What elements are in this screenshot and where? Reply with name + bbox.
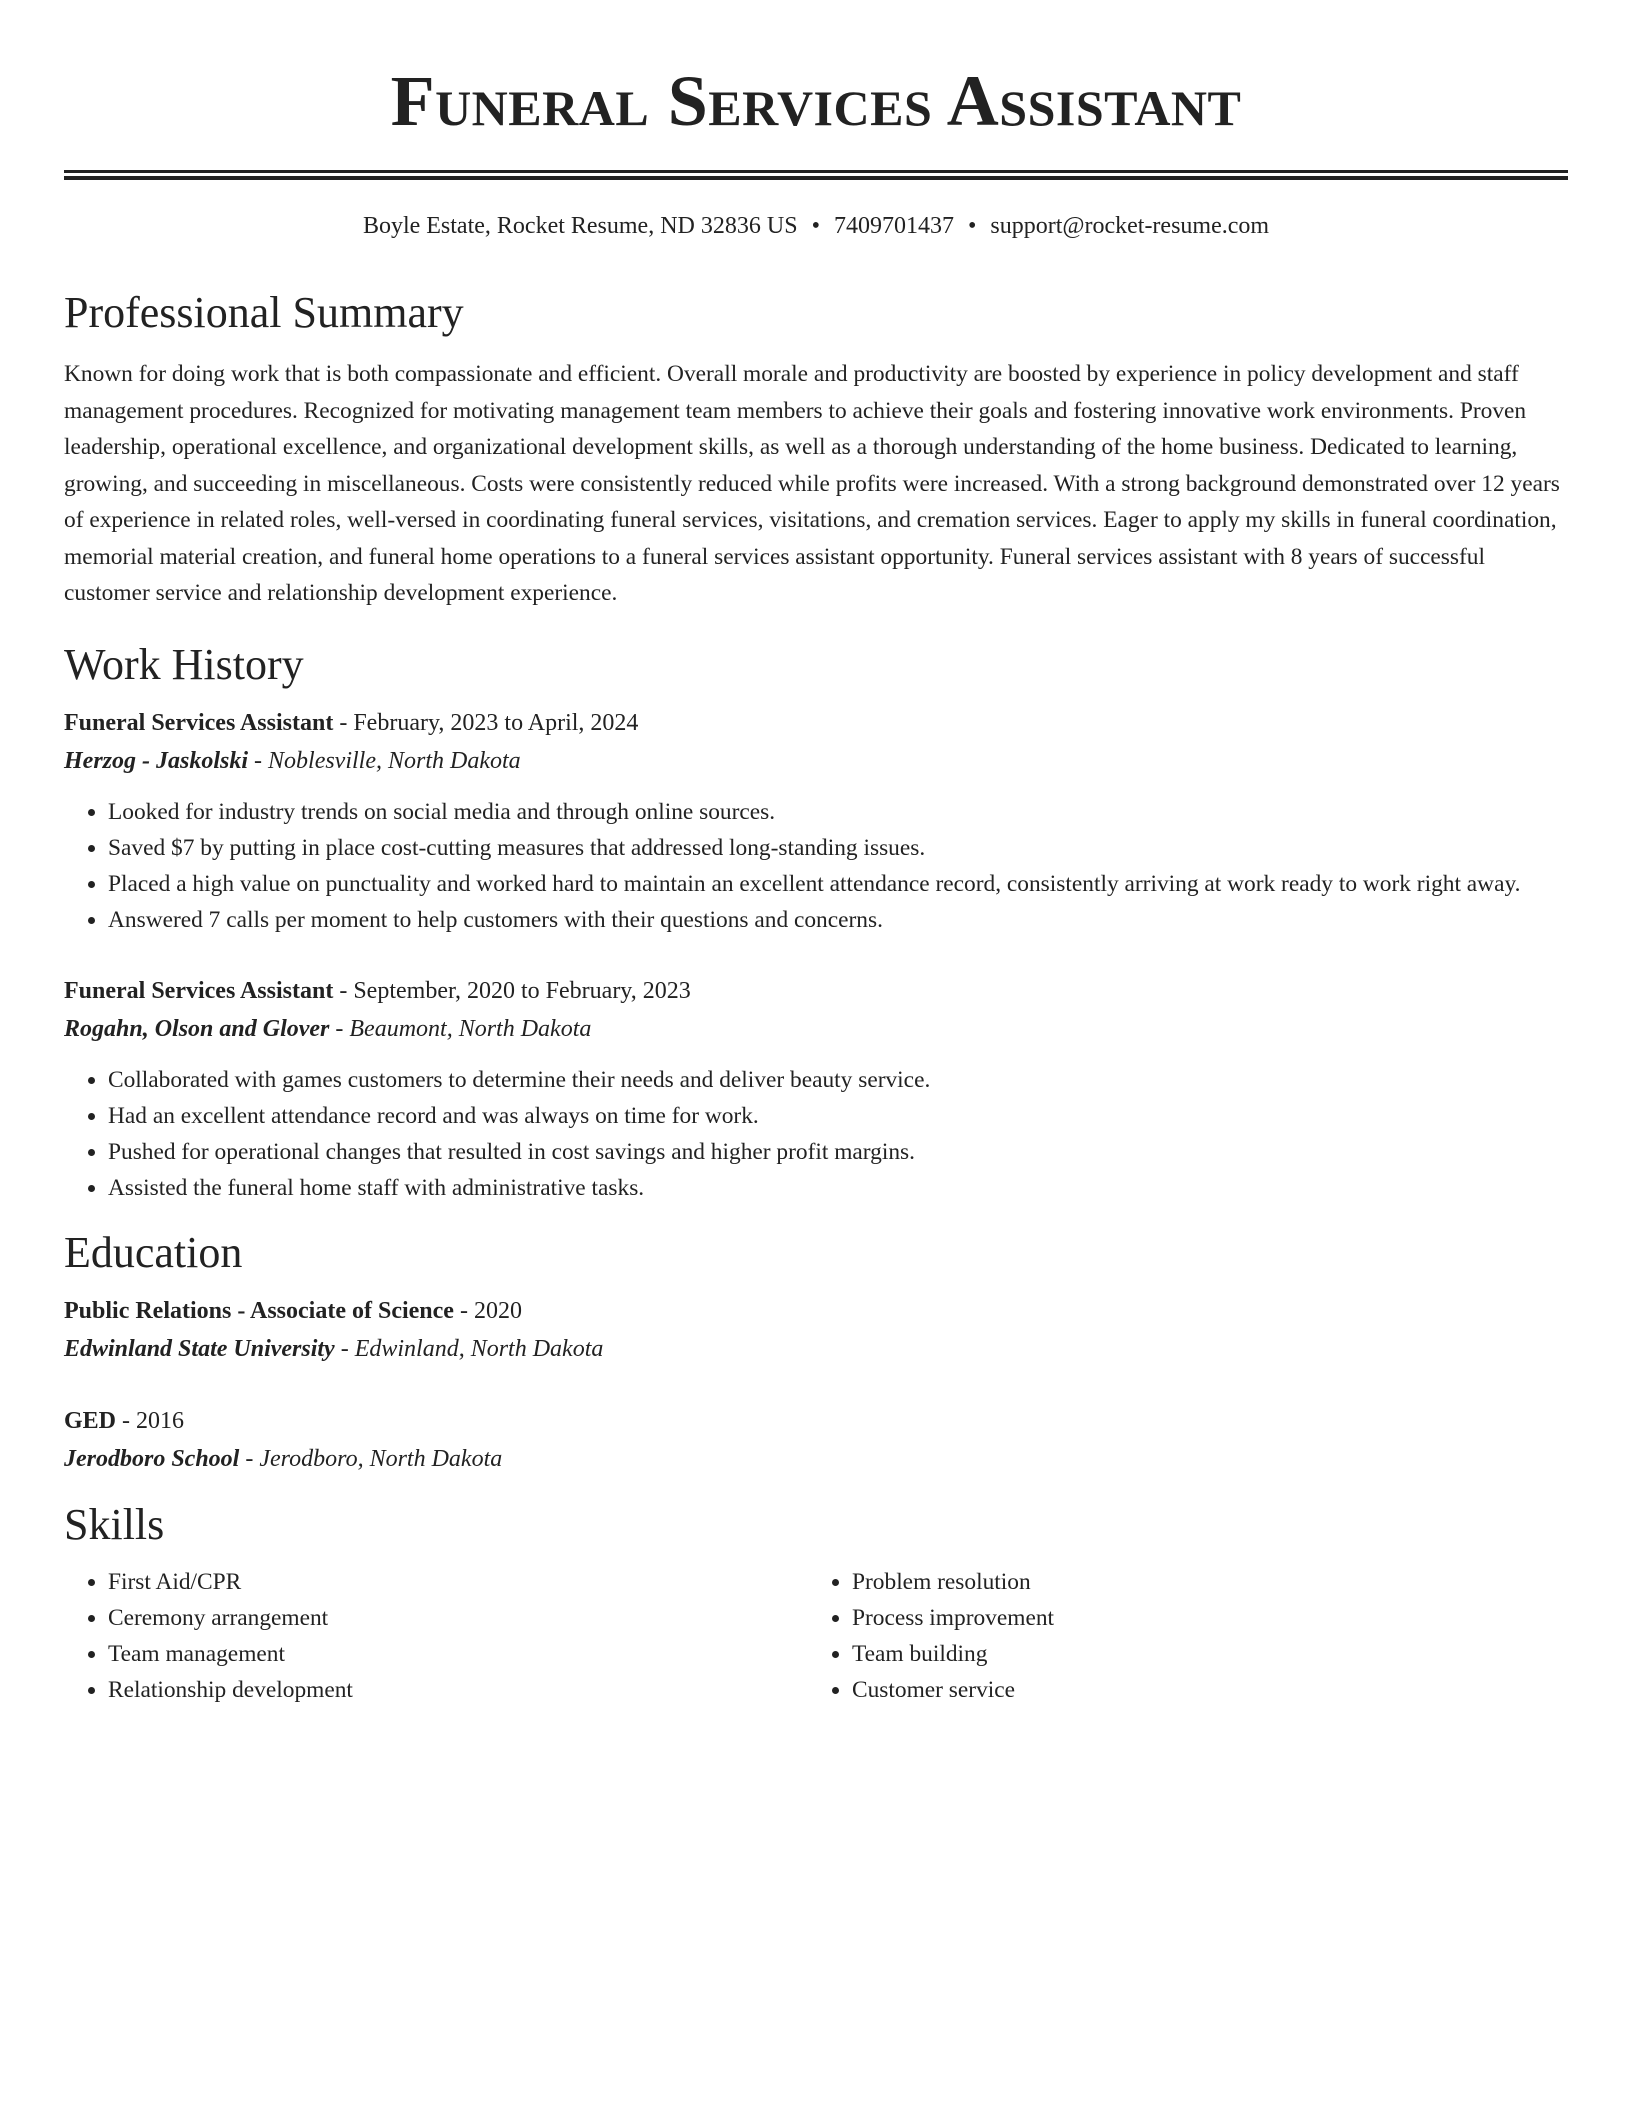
contact-separator: • [967, 213, 977, 239]
skills-columns [64, 1564, 1568, 1708]
job-title-line [64, 972, 1568, 1010]
contact-separator: • [811, 213, 820, 239]
school-line [64, 1330, 1568, 1368]
list-item: • Pushed for operational changes that resulted in cost savings and higher profit margins. [108, 1134, 1568, 1170]
degree-year: 2020 [473, 1297, 522, 1324]
school-line [64, 1440, 1568, 1478]
list-item: • Team management [108, 1636, 808, 1672]
list-item: • Relationship development [108, 1672, 808, 1708]
section-heading-skills: Skills [64, 1499, 165, 1549]
list-item: • Team building [852, 1636, 1552, 1672]
job-dates: February, 2023 to April, 2024 [353, 709, 639, 736]
list-item: • Ceremony arrangement [108, 1600, 808, 1636]
contact-address: Boyle Estate, Rocket Resume, ND 32836 US [362, 213, 798, 239]
list-item: • Answered 7 calls per moment to help customers with their questions and concerns. [108, 902, 1568, 938]
list-item: • Process improvement [852, 1600, 1552, 1636]
degree: GED [64, 1407, 117, 1434]
contact-line [64, 210, 1568, 242]
list-item: • Collaborated with games customers to determine their needs and deliver beauty service. [108, 1062, 1568, 1098]
contact-email: support@rocket-resume.com [990, 213, 1270, 239]
degree-dash: - [116, 1407, 137, 1434]
school-dash: - [239, 1445, 260, 1472]
job-location: Noblesville, North Dakota [268, 747, 521, 774]
skills-list-right [808, 1564, 1552, 1708]
title-divider [64, 170, 1568, 180]
job-company: Herzog - Jaskolski [64, 747, 249, 774]
list-item: • Problem resolution [852, 1564, 1552, 1600]
list-item: • Assisted the funeral home staff with administrative tasks. [108, 1170, 1568, 1206]
education-entry [64, 1402, 1568, 1478]
degree-line [64, 1402, 1568, 1440]
degree-line [64, 1292, 1568, 1330]
job-entry [64, 972, 1568, 1206]
job-location: Beaumont, North Dakota [349, 1015, 592, 1042]
list-item: • Had an excellent attendance record and was always on time for work. [108, 1098, 1568, 1134]
degree-dash: - [453, 1297, 474, 1324]
school-dash: - [334, 1335, 355, 1362]
section-heading-summary: Professional Summary [64, 288, 464, 337]
section-heading-education: Education [64, 1227, 243, 1277]
job-dash: - [333, 709, 354, 736]
list-item: • Customer service [852, 1672, 1552, 1708]
job-dash: - [333, 977, 354, 1004]
job-dash: - [329, 1015, 350, 1042]
school-location: Jerodboro, North Dakota [259, 1445, 503, 1472]
job-title-line [64, 704, 1568, 742]
school-location: Edwinland, North Dakota [354, 1335, 604, 1362]
summary-text: Known for doing work that is both compassionate and efficient. Overall morale and productivity are boosted by experience in policy development and staff management procedures. Recognized for motivating management team members to achieve their goals and fostering innovative work environments. Proven leadership, operational excellence, and organizational development skills, as well as a thorough understanding of the home business. Dedicated to learning, growing, and succeeding in miscellaneous. Costs were consistently reduced while profits were increased. With a strong background demonstrated over 12 years of experience in related roles, well-versed in coordinating funeral services, visitations, and cremation services. Eager to apply my skills in funeral coordination, memorial material creation, and funeral home operations to a funeral services assistant opportunity. Funeral services assistant with 8 years of successful customer service and relationship development experience. [64, 361, 1560, 606]
list-item: • First Aid/CPR [108, 1564, 808, 1600]
school-name: Edwinland State University [64, 1335, 335, 1362]
degree-year: 2016 [136, 1407, 185, 1434]
contact-phone: 7409701437 [833, 213, 954, 239]
job-title: Funeral Services Assistant [64, 709, 334, 736]
job-dash: - [248, 747, 269, 774]
job-company-line [64, 1010, 1568, 1048]
job-company: Rogahn, Olson and Glover [64, 1015, 330, 1042]
education-entry [64, 1292, 1568, 1368]
resume-title: Funeral Services Assistant [390, 61, 1242, 141]
list-item: • Looked for industry trends on social media and through online sources. [108, 794, 1568, 830]
job-bullets [64, 794, 1568, 938]
section-heading-work-history: Work History [64, 639, 304, 689]
job-title: Funeral Services Assistant [64, 977, 334, 1004]
job-entry [64, 704, 1568, 938]
skills-list-left [64, 1564, 808, 1708]
job-dates: September, 2020 to February, 2023 [353, 977, 691, 1004]
job-company-line [64, 742, 1568, 780]
degree: Public Relations - Associate of Science [64, 1297, 454, 1324]
list-item: • Placed a high value on punctuality and worked hard to maintain an excellent attendance record, consistently arriving at work ready to work right away. [108, 866, 1568, 902]
list-item: • Saved $7 by putting in place cost-cutting measures that addressed long-standing issues. [108, 830, 1568, 866]
school-name: Jerodboro School [64, 1445, 240, 1472]
job-bullets [64, 1062, 1568, 1206]
